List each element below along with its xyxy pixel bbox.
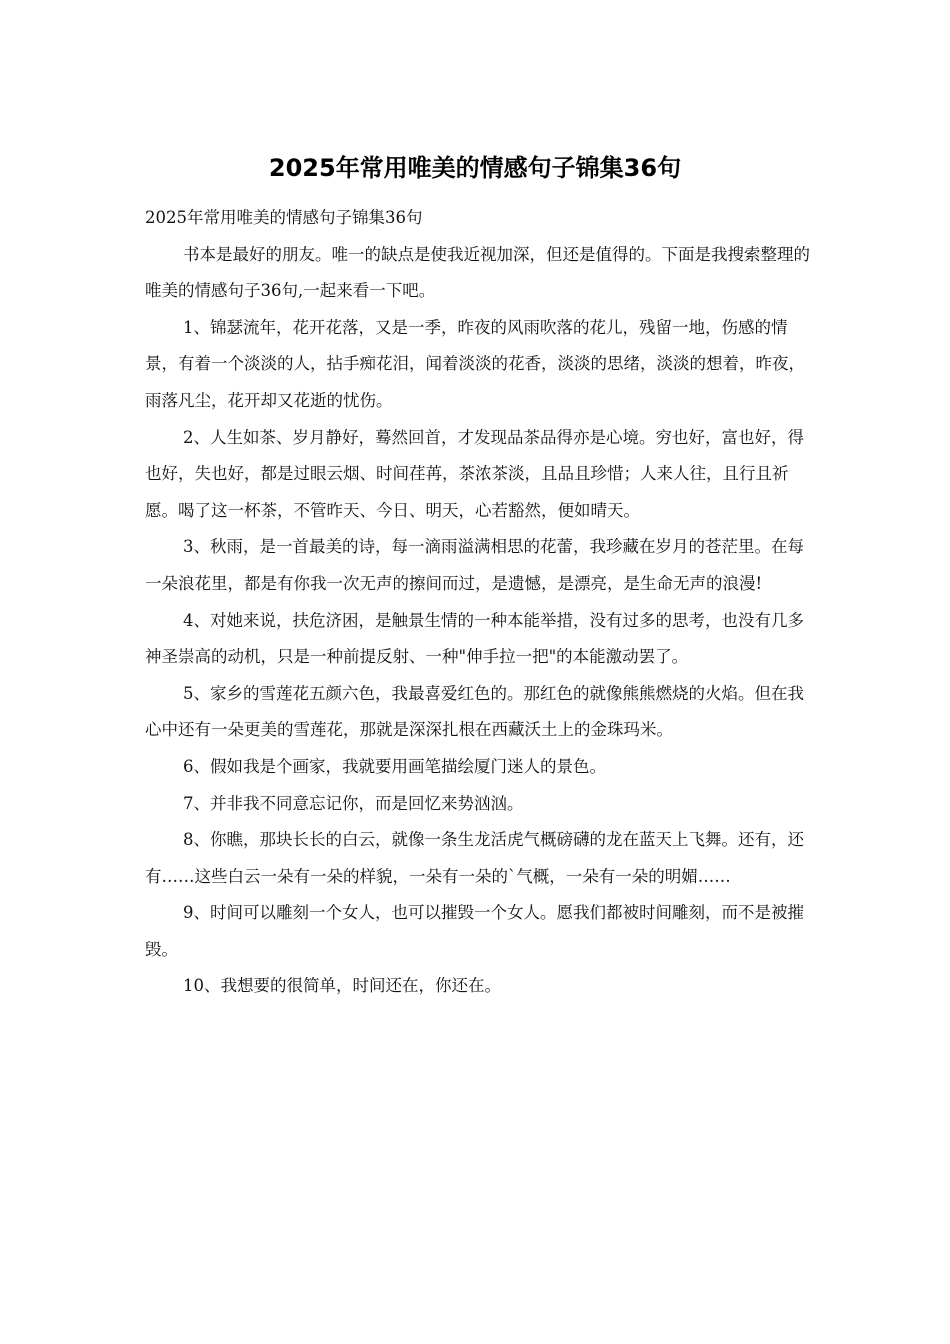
sentence-item: 9、时间可以雕刻一个女人，也可以摧毁一个女人。愿我们都被时间雕刻，而不是被摧毁。 [145,903,804,959]
document-title: 2025年常用唯美的情感句子锦集36句 [268,154,682,182]
document-subtitle: 2025年常用唯美的情感句子锦集36句 [145,208,423,227]
sentence-item: 4、对她来说，扶危济困，是触景生情的一种本能举措，没有过多的思考，也没有几多神圣崇高的动机，只是一种前提反射、一种"伸手拉一把"的本能激动罢了。 [145,610,804,667]
sentence-item: 7、并非我不同意忘记你，而是回忆来势汹汹。 [183,793,524,813]
sentence-item: 10、我想要的很简单，时间还在，你还在。 [183,976,501,996]
sentence-item: 6、假如我是个画家，我就要用画笔描绘厦门迷人的景色。 [183,756,606,776]
sentence-item: 5、家乡的雪莲花五颜六色，我最喜爱红色的。那红色的就像熊熊燃烧的火焰。但在我心中还有一朵更美的雪莲花，那就是深深扎根在西藏沃土上的金珠玛米。 [145,683,804,740]
intro-paragraph: 书本是最好的朋友。唯一的缺点是使我近视加深，但还是值得的。下面是我搜索整理的唯美的情感句子36句,一起来看一下吧。 [145,244,810,301]
document-body [145,200,810,1005]
sentence-item: 8、你瞧，那块长长的白云，就像一条生龙活虎气概磅礴的龙在蓝天上飞舞。还有，还有……这些白云一朵有一朵的样貌，一朵有一朵的`气概，一朵有一朵的明媚…… [145,830,804,886]
sentence-item: 3、秋雨，是一首最美的诗，每一滴雨溢满相思的花蕾，我珍藏在岁月的苍茫里。在每一朵浪花里，都是有你我一次无声的擦间而过，是遗憾，是漂亮，是生命无声的浪漫! [145,537,804,593]
sentence-item: 1、锦瑟流年，花开花落，又是一季，昨夜的风雨吹落的花儿，残留一地，伤感的情景，有着一个淡淡的人，拈手痴花泪，闻着淡淡的花香，淡淡的思绪，淡淡的想着，昨夜，雨落凡尘，花开却又花逝的忧伤。 [145,317,805,410]
sentence-item: 2、人生如茶、岁月静好，蓦然回首，才发现品茶品得亦是心境。穷也好，富也好，得也好，失也好，都是过眼云烟、时间荏苒，茶浓茶淡，且品且珍惜；人来人往，且行且祈愿。喝了这一杯茶，不管昨天、今日、明天，心若豁然，便如晴天。 [145,427,804,520]
